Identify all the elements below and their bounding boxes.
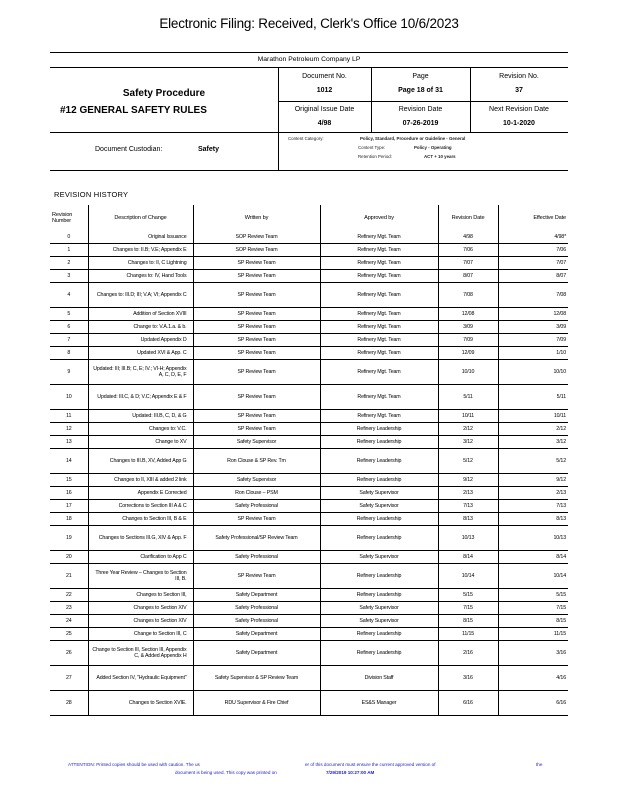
cell-effective-date: 1/10 — [498, 347, 568, 360]
table-row — [50, 589, 568, 602]
cell-description: Changes to Section XIV — [88, 602, 193, 615]
cell-revision-number: 24 — [50, 615, 88, 628]
cell-effective-date: 10/13 — [498, 526, 568, 551]
cell-written-by: Safety Professional/SP Review Team — [193, 526, 320, 551]
cell-approved-by: Refinery Leadership — [320, 423, 438, 436]
procedure-name: #12 GENERAL SAFETY RULES — [60, 105, 207, 116]
cell-written-by: Ron Clouse & SP Rev. Tm — [193, 449, 320, 474]
cell-revision-number: 14 — [50, 449, 88, 474]
cell-description: Changes to II, XIII & added 2 link — [88, 474, 193, 487]
cell-revision-number: 27 — [50, 666, 88, 691]
cell-effective-date: 10/11 — [498, 410, 568, 423]
cell-revision-date: 9/12 — [438, 474, 498, 487]
cell-effective-date: 4/16 — [498, 666, 568, 691]
cell-description: Three Year Review – Changes to Section III, B. — [88, 564, 193, 589]
cell-effective-date: 6/16 — [498, 691, 568, 716]
cell-written-by: SP Review Team — [193, 385, 320, 410]
cell-effective-date: 7/13 — [498, 500, 568, 513]
cell-effective-date: 5/12 — [498, 449, 568, 474]
cell-written-by: Safety Department — [193, 589, 320, 602]
content-category-label: Content Category: — [288, 136, 324, 141]
cell-revision-date: 2/12 — [438, 423, 498, 436]
cell-approved-by: Refinery Mgt. Team — [320, 360, 438, 385]
table-row — [50, 564, 568, 589]
table-row — [50, 615, 568, 628]
cell-revision-date: 5/11 — [438, 385, 498, 410]
cell-effective-date: 3/16 — [498, 641, 568, 666]
cell-revision-number: 28 — [50, 691, 88, 716]
page-value: Page 18 of 31 — [398, 87, 443, 94]
original-issue-value: 4/98 — [317, 120, 332, 127]
cell-written-by: Safety Department — [193, 641, 320, 666]
table-row — [50, 244, 568, 257]
document-header — [50, 52, 568, 171]
cell-written-by: SP Review Team — [193, 257, 320, 270]
cell-revision-date: 8/15 — [438, 615, 498, 628]
cell-effective-date: 10/14 — [498, 564, 568, 589]
cell-effective-date: 3/12 — [498, 436, 568, 449]
cell-revision-date: 10/10 — [438, 360, 498, 385]
table-row — [50, 602, 568, 615]
cell-revision-date: 3/16 — [438, 666, 498, 691]
cell-written-by: SP Review Team — [193, 564, 320, 589]
document-no-value: 1012 — [316, 87, 333, 94]
table-row — [50, 691, 568, 716]
cell-approved-by: Refinery Leadership — [320, 641, 438, 666]
cell-effective-date: 5/15 — [498, 589, 568, 602]
table-row — [50, 526, 568, 551]
revision-no-value: 37 — [515, 87, 523, 94]
cell-revision-number: 6 — [50, 321, 88, 334]
cell-written-by: SP Review Team — [193, 283, 320, 308]
cell-revision-number: 12 — [50, 423, 88, 436]
cell-revision-date: 7/08 — [438, 283, 498, 308]
cell-revision-date: 10/11 — [438, 410, 498, 423]
table-row — [50, 283, 568, 308]
cell-revision-date: 7/15 — [438, 602, 498, 615]
cell-revision-number: 1 — [50, 244, 88, 257]
table-row — [50, 257, 568, 270]
cell-approved-by: Refinery Mgt. Team — [320, 283, 438, 308]
cell-description: Changes to Section XVIE. — [88, 691, 193, 716]
cell-written-by: Safety Professional — [193, 602, 320, 615]
cell-approved-by: Refinery Mgt. Team — [320, 385, 438, 410]
header-divider — [278, 67, 279, 170]
company-name: Marathon Petroleum Company LP — [257, 56, 361, 63]
cell-approved-by: Refinery Mgt. Team — [320, 347, 438, 360]
cell-approved-by: Refinery Leadership — [320, 513, 438, 526]
revision-no-label: Revision No. — [499, 73, 539, 80]
cell-revision-number: 11 — [50, 410, 88, 423]
cell-revision-date: 6/16 — [438, 691, 498, 716]
cell-revision-number: 23 — [50, 602, 88, 615]
cell-description: Change to Section III, Section III, Appendix C, & Added Appendix H — [88, 641, 193, 666]
cell-revision-number: 8 — [50, 347, 88, 360]
document-no-label: Document No. — [302, 73, 347, 80]
footer-caution-mid: er of this document must ensure the current approved version of — [305, 762, 436, 767]
cell-effective-date: 8/15 — [498, 615, 568, 628]
cell-revision-number: 15 — [50, 474, 88, 487]
cell-revision-number: 5 — [50, 308, 88, 321]
cell-approved-by: Refinery Mgt. Team — [320, 321, 438, 334]
cell-revision-date: 7/06 — [438, 244, 498, 257]
cell-written-by: Safety Supervisor — [193, 436, 320, 449]
table-row — [50, 231, 568, 244]
table-row — [50, 474, 568, 487]
cell-revision-number: 13 — [50, 436, 88, 449]
cell-description: Changes to: IV, Hand Tools — [88, 270, 193, 283]
cell-revision-number: 26 — [50, 641, 88, 666]
cell-approved-by: Division Staff — [320, 666, 438, 691]
revision-history-table — [50, 205, 568, 716]
cell-revision-date: 2/16 — [438, 641, 498, 666]
cell-description: Updated: III; III.B; C, E; IV.; VI-H; Appendix A, C, D, E, F — [88, 360, 193, 385]
retention-label: Retention Period: — [358, 154, 392, 159]
cell-written-by: SP Review Team — [193, 347, 320, 360]
cell-approved-by: Safety Supervisor — [320, 500, 438, 513]
column-header-effective-date: Effective Date — [533, 214, 566, 221]
cell-effective-date: 11/15 — [498, 628, 568, 641]
cell-description: Addition of Section XVIII — [88, 308, 193, 321]
cell-description: Updated: III.B, C, D, & G — [88, 410, 193, 423]
cell-revision-date: 4/98 — [438, 231, 498, 244]
cell-written-by: Safety Department — [193, 628, 320, 641]
cell-description: Changes to Section XIV — [88, 615, 193, 628]
cell-revision-number: 10 — [50, 385, 88, 410]
cell-effective-date: 7/06 — [498, 244, 568, 257]
cell-description: Changes to Section III, B & E — [88, 513, 193, 526]
table-row — [50, 334, 568, 347]
cell-written-by: Safety Supervisor & SP Review Team — [193, 666, 320, 691]
cell-effective-date: 7/15 — [498, 602, 568, 615]
cell-description: Changes to III.B, XV, Added App G — [88, 449, 193, 474]
cell-revision-number: 17 — [50, 500, 88, 513]
cell-description: Change to Section III, C — [88, 628, 193, 641]
cell-approved-by: Safety Supervisor — [320, 487, 438, 500]
cell-effective-date: 8/07 — [498, 270, 568, 283]
cell-effective-date: 8/13 — [498, 513, 568, 526]
table-row — [50, 487, 568, 500]
cell-approved-by: Refinery Mgt. Team — [320, 410, 438, 423]
cell-revision-number: 16 — [50, 487, 88, 500]
cell-effective-date: 4/98* — [498, 231, 568, 244]
cell-effective-date: 9/12 — [498, 474, 568, 487]
cell-revision-date: 11/15 — [438, 628, 498, 641]
cell-revision-date: 8/07 — [438, 270, 498, 283]
cell-approved-by: Refinery Mgt. Team — [320, 231, 438, 244]
cell-written-by: Safety Supervisor — [193, 474, 320, 487]
table-row — [50, 551, 568, 564]
cell-effective-date: 10/10 — [498, 360, 568, 385]
cell-description: Changes to: II, C Lightning — [88, 257, 193, 270]
table-row — [50, 436, 568, 449]
cell-effective-date: 5/11 — [498, 385, 568, 410]
cell-revision-date: 3/09 — [438, 321, 498, 334]
cell-effective-date: 12/08 — [498, 308, 568, 321]
cell-written-by: SP Review Team — [193, 410, 320, 423]
next-revision-label: Next Revision Date — [489, 106, 549, 113]
cell-revision-number: 21 — [50, 564, 88, 589]
cell-effective-date: 2/13 — [498, 487, 568, 500]
page-label: Page — [412, 73, 429, 80]
cell-revision-number: 22 — [50, 589, 88, 602]
cell-effective-date: 7/07 — [498, 257, 568, 270]
cell-description: Updated XVI & App. C — [88, 347, 193, 360]
cell-revision-date: 12/09 — [438, 347, 498, 360]
cell-written-by: RDU Supervisor & Fire Chief — [193, 691, 320, 716]
cell-revision-number: 3 — [50, 270, 88, 283]
table-row — [50, 308, 568, 321]
cell-revision-number: 0 — [50, 231, 88, 244]
table-row — [50, 449, 568, 474]
cell-written-by: Safety Professional — [193, 615, 320, 628]
footer-print-timestamp: 7/29/2019 10:27:00 AM — [326, 770, 375, 775]
table-row — [50, 321, 568, 334]
cell-written-by: SP Review Team — [193, 423, 320, 436]
cell-approved-by: ES&S Manager — [320, 691, 438, 716]
cell-effective-date: 7/08 — [498, 283, 568, 308]
cell-approved-by: Safety Supervisor — [320, 602, 438, 615]
cell-approved-by: Refinery Leadership — [320, 436, 438, 449]
content-category-value: Policy, Standard, Procedure or Guideline - General — [360, 136, 466, 141]
cell-written-by: SP Review Team — [193, 360, 320, 385]
header-divider — [50, 132, 568, 133]
footer-caution-line2: document is being used. This copy was printed on — [175, 770, 277, 775]
next-revision-value: 10-1-2020 — [503, 120, 535, 127]
cell-approved-by: Refinery Mgt. Team — [320, 308, 438, 321]
column-header-approved-by: Approved by — [320, 205, 438, 231]
cell-approved-by: Refinery Leadership — [320, 449, 438, 474]
cell-revision-number: 25 — [50, 628, 88, 641]
table-row — [50, 270, 568, 283]
cell-revision-number: 4 — [50, 283, 88, 308]
electronic-filing-stamp: Electronic Filing: Received, Clerk's Office 10/6/2023 — [159, 16, 459, 31]
cell-revision-number: 20 — [50, 551, 88, 564]
cell-revision-date: 8/13 — [438, 513, 498, 526]
cell-approved-by: Refinery Leadership — [320, 564, 438, 589]
cell-description: Updated Appendix D — [88, 334, 193, 347]
content-type-label: Content Type: — [358, 145, 386, 150]
cell-approved-by: Refinery Mgt. Team — [320, 334, 438, 347]
cell-revision-date: 10/13 — [438, 526, 498, 551]
cell-revision-date: 2/13 — [438, 487, 498, 500]
custodian-label: Document Custodian: — [95, 146, 163, 153]
cell-revision-date: 3/12 — [438, 436, 498, 449]
cell-description: Updated: III.C, & D; V.C; Appendix E & F — [88, 385, 193, 410]
cell-approved-by: Refinery Leadership — [320, 628, 438, 641]
table-row — [50, 347, 568, 360]
cell-effective-date: 3/09 — [498, 321, 568, 334]
cell-effective-date: 2/12 — [498, 423, 568, 436]
custodian-value: Safety — [198, 146, 220, 153]
cell-written-by: SP Review Team — [193, 270, 320, 283]
cell-revision-number: 19 — [50, 526, 88, 551]
cell-description: Corrections to Section III A & C — [88, 500, 193, 513]
cell-description: Changes to: II.B; V.E; Appendix E — [88, 244, 193, 257]
cell-description: Change to XV — [88, 436, 193, 449]
cell-revision-number: 2 — [50, 257, 88, 270]
cell-revision-date: 8/14 — [438, 551, 498, 564]
header-divider — [278, 101, 568, 102]
cell-revision-date: 7/07 — [438, 257, 498, 270]
table-row — [50, 641, 568, 666]
cell-description: Change to: V.A.1.a. & b. — [88, 321, 193, 334]
table-row — [50, 360, 568, 385]
cell-written-by: SP Review Team — [193, 321, 320, 334]
cell-revision-date: 10/14 — [438, 564, 498, 589]
cell-description: Changes to Section III, — [88, 589, 193, 602]
content-type-value: Policy - Operating — [414, 145, 452, 150]
cell-description: Changes to Sections III.G, XIV & App. F — [88, 526, 193, 551]
cell-approved-by: Safety Supervisor — [320, 551, 438, 564]
table-row — [50, 513, 568, 526]
cell-approved-by: Safety Supervisor — [320, 615, 438, 628]
column-header-revision-date: Revision Date — [438, 205, 498, 231]
cell-revision-date: 12/08 — [438, 308, 498, 321]
cell-approved-by: Refinery Leadership — [320, 526, 438, 551]
cell-written-by: SOP Review Team — [193, 244, 320, 257]
cell-written-by: SP Review Team — [193, 308, 320, 321]
header-divider — [50, 67, 568, 68]
revision-date-label: Revision Date — [398, 106, 443, 113]
cell-written-by: SP Review Team — [193, 513, 320, 526]
table-row — [50, 385, 568, 410]
revision-date-value: 07-26-2019 — [402, 120, 439, 127]
cell-description: Appendix E Corrected — [88, 487, 193, 500]
column-header-written-by: Written by — [193, 205, 320, 231]
cell-revision-date: 5/15 — [438, 589, 498, 602]
table-row — [50, 410, 568, 423]
column-header-revision-number: Revision Number — [50, 205, 88, 231]
cell-revision-date: 5/12 — [438, 449, 498, 474]
revision-history-title: REVISION HISTORY — [54, 190, 129, 199]
footer-caution-right: the — [536, 762, 543, 767]
cell-written-by: SP Review Team — [193, 334, 320, 347]
cell-approved-by: Refinery Mgt. Team — [320, 270, 438, 283]
cell-description: Changes to: III.D; III; V.A; VI; Appendix C — [88, 283, 193, 308]
cell-written-by: Ron Clouse – PSM — [193, 487, 320, 500]
procedure-title: Safety Procedure — [122, 88, 206, 99]
cell-revision-number: 18 — [50, 513, 88, 526]
cell-approved-by: Refinery Mgt. Team — [320, 257, 438, 270]
cell-approved-by: Refinery Mgt. Team — [320, 244, 438, 257]
cell-effective-date: 8/14 — [498, 551, 568, 564]
cell-revision-date: 7/13 — [438, 500, 498, 513]
footer-caution-left: ATTENTION: Printed copies should be used with caution. The us — [68, 762, 200, 767]
column-header-description: Description of Change — [88, 205, 193, 231]
cell-written-by: Safety Professional — [193, 500, 320, 513]
cell-written-by: SOP Review Team — [193, 231, 320, 244]
cell-effective-date: 7/09 — [498, 334, 568, 347]
cell-written-by: Safety Professional — [193, 551, 320, 564]
cell-description: Added Section IV, "Hydraulic Equipment" — [88, 666, 193, 691]
table-row — [50, 423, 568, 436]
original-issue-label: Original Issue Date — [294, 106, 355, 113]
cell-description: Clarification to App C — [88, 551, 193, 564]
table-row — [50, 500, 568, 513]
table-row — [50, 628, 568, 641]
cell-description: Changes to: V.C. — [88, 423, 193, 436]
cell-revision-date: 7/09 — [438, 334, 498, 347]
retention-value: ACT + 10 years — [424, 154, 456, 159]
table-row — [50, 666, 568, 691]
cell-revision-number: 9 — [50, 360, 88, 385]
cell-description: Original Issuance — [88, 231, 193, 244]
cell-approved-by: Refinery Leadership — [320, 474, 438, 487]
print-caution-footer — [0, 762, 618, 782]
cell-approved-by: Refinery Leadership — [320, 589, 438, 602]
cell-revision-number: 7 — [50, 334, 88, 347]
